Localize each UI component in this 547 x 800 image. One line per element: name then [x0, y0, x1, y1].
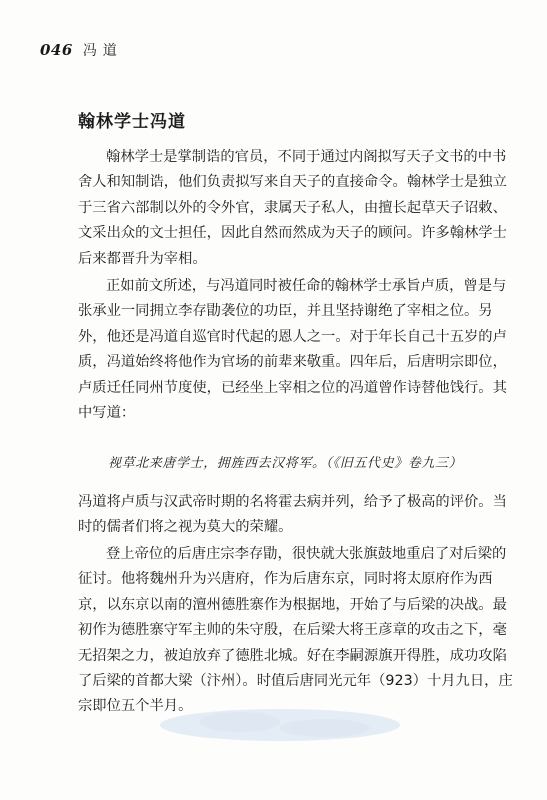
- text-line: 后来都晋升为宰相。: [78, 250, 207, 267]
- text-line: 卢质迁任同州节度使，已经坐上宰相之位的冯道曾作诗替他饯行。其: [78, 379, 507, 396]
- text-line: 外，他还是冯道自巡官时代起的恩人之一。对于年长自己十五岁的卢: [78, 328, 507, 345]
- text-line: 征讨。他将魏州升为兴唐府，作为后唐东京，同时将太原府作为西: [78, 571, 493, 588]
- section-title: 翰林学士冯道: [78, 112, 186, 132]
- page-number: 046: [40, 41, 73, 59]
- text-line: 文采出众的文士担任，因此自然而然成为天子的顾问。许多翰林学士: [78, 225, 507, 242]
- running-title: 冯道: [82, 43, 123, 59]
- poem-quote: 视草北来唐学士，拥旌西去汉将军。（《旧五代史》卷九三）: [108, 456, 463, 471]
- text-line: 中写道：: [78, 405, 136, 422]
- text-line: 登上帝位的后唐庄宗李存勖，很快就大张旗鼓地重启了对后梁的: [106, 546, 507, 562]
- text-line: 舍人和知制诰，他们负责拟写来自天子的直接命令。翰林学士是独立: [78, 174, 507, 191]
- page-header: [40, 40, 123, 62]
- text-line: 初作为德胜寨守军主帅的朱守殷，在后梁大将王彦章的攻击之下，毫: [78, 622, 507, 639]
- paragraph-4: [78, 542, 513, 720]
- text-line: 翰林学士是掌制诰的官员，不同于通过内阁拟写天子文书的中书: [106, 149, 507, 165]
- text-line: 京，以东京以南的澶州德胜寨作为根据地，开始了与后梁的决战。最: [78, 596, 507, 613]
- text-line: 无招架之力，被迫放弃了德胜北城。好在李嗣源旗开得胜，成功攻陷: [78, 647, 507, 664]
- text-line: 宗即位五个半月。: [78, 698, 193, 715]
- text-line: 时的儒者们将之视为莫大的荣耀。: [78, 519, 293, 536]
- text-line: 正如前文所述，与冯道同时被任命的翰林学士承旨卢质，曾是与: [106, 278, 507, 294]
- text-line: 质，冯道始终将他作为官场的前辈来敬重。四年后，后唐明宗即位，: [78, 354, 507, 371]
- paragraph-3: [78, 490, 507, 541]
- text-line: 冯道将卢质与汉武帝时期的名将霍去病并列，给予了极高的评价。当: [78, 494, 507, 510]
- paragraph-2: [78, 274, 507, 426]
- paragraph-1: [78, 145, 507, 272]
- text-line: 张承业一同拥立李存勖袭位的功臣，并且坚持谢绝了宰相之位。另: [78, 303, 493, 320]
- text-line: 了后梁的首都大梁（汴州）。时值后唐同光元年（923）十月九日，庄: [78, 673, 513, 690]
- text-line: 于三省六部制以外的令外官，隶属天子私人，由擅长起草天子诏敕、: [78, 199, 507, 216]
